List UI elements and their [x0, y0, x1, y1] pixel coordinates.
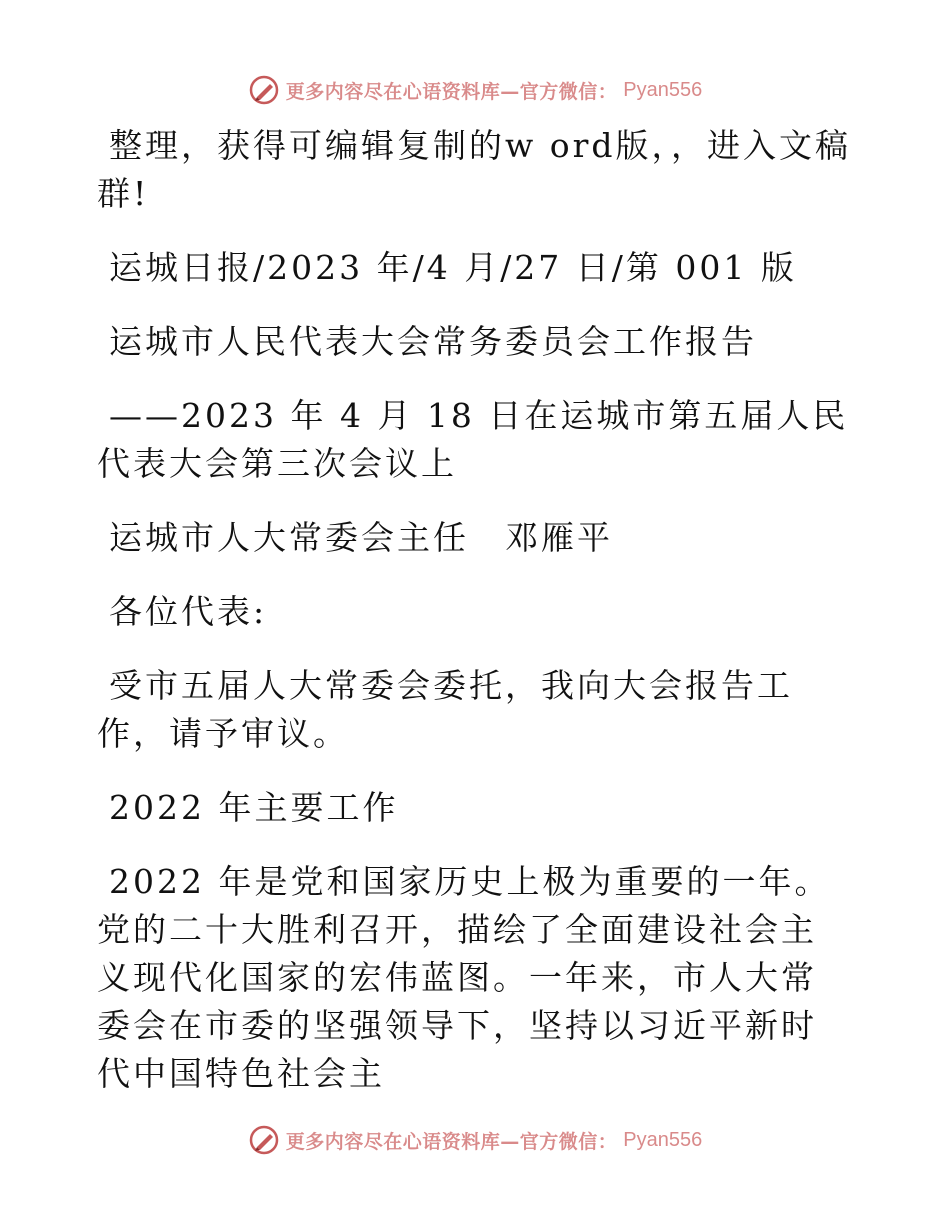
watermark-wechat-id: Pyan556 [623, 78, 703, 101]
paragraph-source: 运城日报/2023 年/4 月/27 日/第 001 版 [109, 248, 797, 287]
footer-watermark [0, 1120, 950, 1160]
paragraph-intro: 整理，获得可编辑复制的w ord版，，进入文稿群! [97, 126, 852, 213]
document-body [97, 122, 852, 1098]
section-heading: 2022 年主要工作 [109, 788, 399, 827]
watermark-text: 更多内容尽在心语资料库—官方微信： [285, 80, 618, 103]
salutation: 各位代表: [109, 592, 268, 631]
pen-logo-icon [248, 1124, 280, 1156]
document-title: 运城市人民代表大会常务委员会工作报告 [109, 322, 757, 361]
pen-logo-icon [248, 74, 280, 106]
watermark-wechat-id: Pyan556 [623, 1128, 703, 1151]
paragraph-body: 2022 年是党和国家历史上极为重要的一年。党的二十大胜利召开，描绘了全面建设社会主义现代化国家的宏伟蓝图。一年来，市人大常委会在市委的坚强领导下，坚持以习近平新时代中国特色社会主 [97, 862, 831, 1093]
watermark-text: 更多内容尽在心语资料库—官方微信： [285, 1130, 618, 1153]
document-author: 运城市人大常委会主任 邓雁平 [109, 518, 613, 557]
header-watermark [0, 70, 950, 110]
document-subtitle: ——2023 年 4 月 18 日在运城市第五届人民代表大会第三次会议上 [97, 396, 849, 483]
paragraph-opening: 受市五届人大常委会委托，我向大会报告工作，请予审议。 [97, 666, 793, 753]
